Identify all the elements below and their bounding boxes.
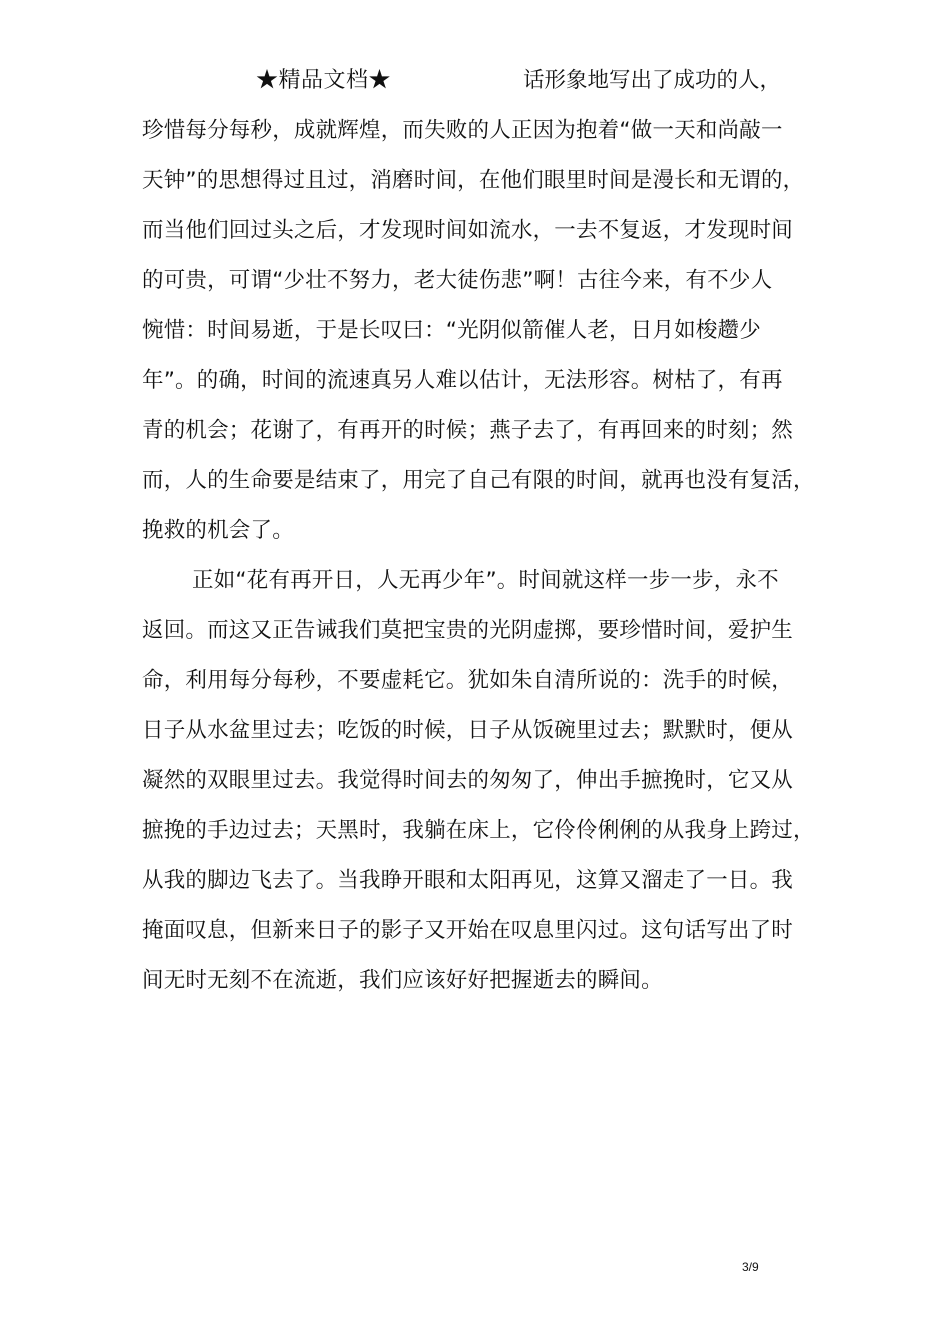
paragraph-line: 从我的脚边飞去了。当我睁开眼和太阳再见，这算又溜走了一日。我 (142, 868, 794, 893)
paragraph-line: 而，人的生命要是结束了，用完了自己有限的时间，就再也没有复活， (142, 468, 815, 493)
paragraph-line: 的可贵，可谓“少壮不努力，老大徒伤悲”啊！古往今来，有不少人 (142, 268, 773, 293)
paragraph-line: 挽救的机会了。 (142, 518, 294, 543)
page-number: 3/9 (742, 1260, 759, 1274)
paragraph-line: 正如“花有再开日，人无再少年”。时间就这样一步一步，永不 (192, 568, 779, 593)
paragraph-line: 惋惜：时间易逝，于是长叹曰：“光阴似箭催人老，日月如梭趱少 (142, 318, 761, 343)
paragraph-line: 青的机会；花谢了，有再开的时候；燕子去了，有再回来的时刻；然 (142, 418, 794, 443)
paragraph-line: 珍惜每分每秒，成就辉煌，而失败的人正因为抱着“做一天和尚敲一 (142, 118, 783, 143)
paragraph-1 (142, 106, 824, 556)
paragraph-line: 天钟”的思想得过且过，消磨时间，在他们眼里时间是漫长和无谓的， (142, 168, 805, 193)
paragraph-line: 日子从水盆里过去；吃饭的时候，日子从饭碗里过去；默默时，便从 (142, 718, 794, 743)
paragraph-line: 摭挽的手边过去；天黑时，我躺在床上，它伶伶俐俐的从我身上跨过， (142, 818, 815, 843)
first-line (0, 56, 950, 106)
first-line-text: 话形象地写出了成功的人， (523, 68, 782, 93)
paragraph-line: 返回。而这又正告诫我们莫把宝贵的光阴虚掷，要珍惜时间，爱护生 (142, 618, 794, 643)
paragraph-line: 命，利用每分每秒，不要虚耗它。犹如朱自清所说的：洗手的时候， (142, 668, 794, 693)
paragraph-line: 而当他们回过头之后，才发现时间如流水，一去不复返，才发现时间 (142, 218, 794, 243)
paragraph-2 (142, 556, 824, 1006)
paragraph-line: 掩面叹息，但新来日子的影子又开始在叹息里闪过。这句话写出了时 (142, 918, 794, 943)
document-banner: ★精品文档★ (256, 68, 392, 93)
paragraph-line: 年”。的确，时间的流速真另人难以估计，无法形容。树枯了，有再 (142, 368, 783, 393)
paragraph-line: 凝然的双眼里过去。我觉得时间去的匆匆了，伸出手摭挽时，它又从 (142, 768, 794, 793)
paragraph-line: 间无时无刻不在流逝，我们应该好好把握逝去的瞬间。 (142, 968, 663, 993)
